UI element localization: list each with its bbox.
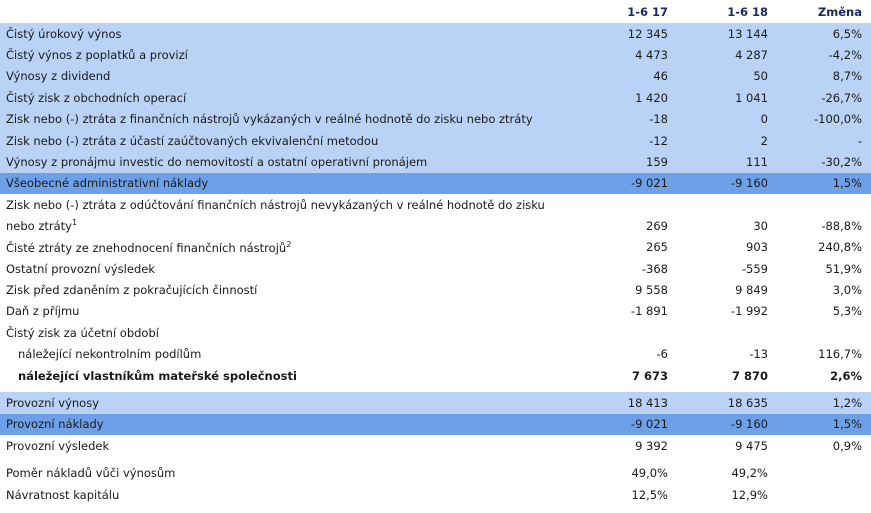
value-2017: -12: [649, 133, 668, 148]
value-2017: -9 021: [630, 417, 668, 432]
table-row: [0, 151, 871, 172]
row-label: Zisk nebo (-) ztráta z finančních nástrojů vykázaných v reálné hodnotě do zisku nebo ztráty: [6, 112, 533, 127]
value-2018: 0: [760, 112, 768, 127]
row-label: náležející vlastníkům mateřské společnosti: [18, 368, 297, 383]
value-2017: 1 420: [635, 90, 668, 105]
value-change: 1,2%: [832, 395, 862, 410]
value-2018: -9 160: [730, 417, 768, 432]
value-2018: 1 041: [735, 90, 768, 105]
value-2017: 265: [646, 240, 668, 255]
value-2017: 46: [653, 69, 668, 84]
table-row: [0, 392, 871, 413]
value-2018: 903: [746, 240, 768, 255]
table-row: [0, 435, 871, 456]
table-row: [0, 23, 871, 44]
row-label: Výnosy z dividend: [6, 69, 111, 84]
value-2017: -18: [649, 112, 668, 127]
table-row: [0, 414, 871, 435]
table-row: [0, 258, 871, 279]
table-row: [0, 301, 871, 322]
value-2018: 18 635: [727, 395, 768, 410]
value-2017: -9 021: [630, 176, 668, 191]
row-label: Provozní náklady: [6, 417, 104, 432]
value-2018: 30: [753, 218, 768, 233]
value-2017: 12 345: [627, 26, 668, 41]
value-change: 2,6%: [830, 368, 862, 383]
row-label: náležející nekontrolním podílům: [18, 347, 202, 362]
value-change: -4,2%: [828, 48, 862, 63]
table-row: [0, 462, 871, 483]
value-change: 3,0%: [832, 282, 862, 297]
table-row: [0, 66, 871, 87]
value-2017: 4 473: [635, 48, 668, 63]
value-change: -: [857, 133, 862, 148]
value-2017: 269: [646, 218, 668, 233]
row-label: Zisk před zdaněním z pokračujících činností: [6, 282, 258, 297]
value-2018: -1 992: [730, 304, 768, 319]
row-label: Všeobecné administrativní náklady: [6, 176, 209, 191]
table-row: [0, 130, 871, 151]
value-2018: 7 870: [731, 368, 768, 383]
value-change: 0,9%: [832, 438, 862, 453]
value-2018: 2: [760, 133, 768, 148]
value-2018: 9 475: [735, 438, 768, 453]
value-change: -100,0%: [814, 112, 862, 127]
value-change: 51,9%: [825, 261, 862, 276]
value-2018: 111: [746, 155, 768, 170]
table-header: [0, 0, 871, 23]
value-2018: -559: [741, 261, 768, 276]
value-change: 5,3%: [832, 304, 862, 319]
table-row: [0, 365, 871, 386]
column-header-change: Změna: [817, 4, 862, 19]
value-2018: 4 287: [735, 48, 768, 63]
row-label: Daň z příjmu: [6, 304, 80, 319]
column-header-h1-2017: 1-6 17: [627, 4, 668, 19]
column-header-h1-2018: 1-6 18: [727, 4, 768, 19]
table-row: [0, 343, 871, 364]
value-2018: 13 144: [727, 26, 768, 41]
row-label-line1: Zisk nebo (-) ztráta z odúčtování finančních nástrojů nevykázaných v reálné hodnotě do zisku: [6, 197, 545, 212]
value-change: -30,2%: [821, 155, 862, 170]
table-row-wrapped-line1: [0, 194, 871, 215]
value-2017: 18 413: [627, 395, 668, 410]
row-label: Čistý výnos z poplatků a provizí: [6, 48, 188, 63]
row-label: Čistý úrokový výnos: [6, 26, 122, 41]
table-row: [0, 173, 871, 194]
row-label: Provozní výnosy: [6, 395, 99, 410]
value-2017: 7 673: [631, 368, 668, 383]
value-change: -88,8%: [821, 218, 862, 233]
value-change: 1,5%: [832, 417, 862, 432]
row-label: Čistý zisk z obchodních operací: [6, 90, 187, 105]
value-2018: 9 849: [735, 282, 768, 297]
value-2017: 12,5%: [631, 487, 668, 502]
value-2017: -368: [641, 261, 668, 276]
value-2017: -1 891: [630, 304, 668, 319]
value-2018: -13: [749, 347, 768, 362]
table-row: [0, 44, 871, 65]
row-label: Zisk nebo (-) ztráta z účastí zaúčtovaných ekvivalenční metodou: [6, 133, 379, 148]
row-label: Výnosy z pronájmu investic do nemovitostí a ostatní operativní pronájem: [6, 155, 428, 170]
footnote-marker: 1: [72, 218, 78, 228]
table-row: [0, 109, 871, 130]
value-2017: 159: [646, 155, 668, 170]
row-label: Návratnost kapitálu: [6, 487, 120, 502]
value-change: -26,7%: [821, 90, 862, 105]
table-row: [0, 322, 871, 343]
row-label: [6, 240, 291, 255]
table-row: [0, 237, 871, 258]
value-change: 1,5%: [832, 176, 862, 191]
table-row: [0, 279, 871, 300]
row-label: Poměr nákladů vůči výnosům: [6, 466, 176, 481]
value-2018: -9 160: [730, 176, 768, 191]
value-2017: 49,0%: [631, 466, 668, 481]
value-2017: 9 558: [635, 282, 668, 297]
value-change: 8,7%: [832, 69, 862, 84]
table-row: [0, 87, 871, 108]
footnote-marker: 2: [286, 239, 292, 249]
row-label: Čistý zisk za účetní období: [6, 325, 159, 340]
value-change: 116,7%: [818, 347, 862, 362]
value-2017: 9 392: [635, 438, 668, 453]
table-row: [0, 484, 871, 505]
row-label: Ostatní provozní výsledek: [6, 261, 155, 276]
row-label-text: Čisté ztráty ze znehodnocení finančních nástrojů: [6, 240, 287, 255]
value-change: 240,8%: [818, 240, 862, 255]
row-label-line2: [6, 218, 77, 233]
value-2017: -6: [656, 347, 668, 362]
value-2018: 49,2%: [731, 466, 768, 481]
row-label-text: nebo ztráty: [6, 219, 72, 234]
value-2018: 12,9%: [731, 487, 768, 502]
table-row: [0, 215, 871, 236]
value-change: 6,5%: [832, 26, 862, 41]
row-label: Provozní výsledek: [6, 438, 110, 453]
value-2018: 50: [753, 69, 768, 84]
